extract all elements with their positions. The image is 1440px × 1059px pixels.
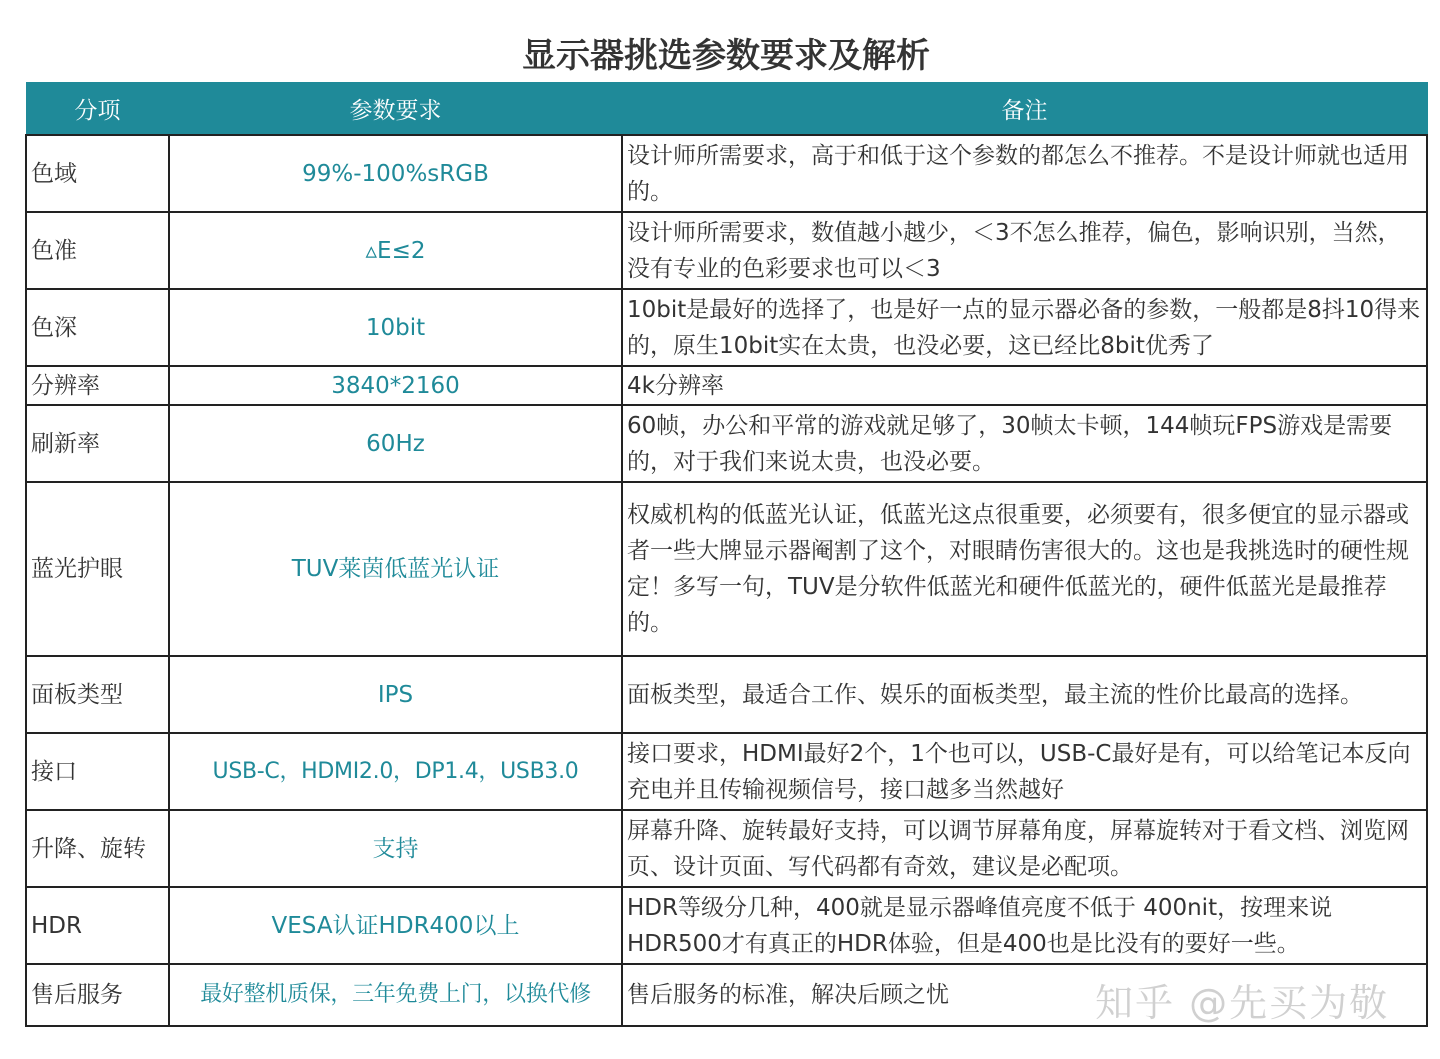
row-category: 蓝光护眼 [26,482,169,656]
row-category: 色深 [26,289,169,366]
header-category: 分项 [26,82,169,135]
row-note: HDR等级分几种，400就是显示器峰值亮度不低于 400nit，按理来说HDR500才有真正的HDR体验，但是400也是比没有的要好一些。 [622,887,1427,964]
row-category: 接口 [26,733,169,810]
table-row [26,135,1427,212]
row-note: 屏幕升降、旋转最好支持，可以调节屏幕角度，屏幕旋转对于看文档、浏览网页、设计页面、写代码都有奇效，建议是必配项。 [622,810,1427,887]
row-category: 色准 [26,212,169,289]
row-category: 刷新率 [26,405,169,482]
row-requirement: 10bit [169,289,622,366]
row-note: 60帧，办公和平常的游戏就足够了，30帧太卡顿，144帧玩FPS游戏是需要的，对于我们来说太贵，也没必要。 [622,405,1427,482]
table-row [26,212,1427,289]
row-requirement: ▵E≤2 [169,212,622,289]
row-note: 设计师所需要求，数值越小越少，＜3不怎么推荐，偏色，影响识别，当然，没有专业的色彩要求也可以＜3 [622,212,1427,289]
header-note: 备注 [622,82,1427,135]
table-row [26,366,1427,405]
header-requirement: 参数要求 [169,82,622,135]
table-row [26,810,1427,887]
row-category: HDR [26,887,169,964]
table-row [26,289,1427,366]
row-category: 升降、旋转 [26,810,169,887]
row-note: 售后服务的标准，解决后顾之忧 [622,964,1427,1026]
table-row [26,405,1427,482]
header-row [26,82,1427,135]
row-requirement: 最好整机质保，三年免费上门，以换代修 [169,964,622,1026]
row-note: 权威机构的低蓝光认证，低蓝光这点很重要，必须要有，很多便宜的显示器或者一些大牌显示器阉割了这个，对眼睛伤害很大的。这也是我挑选时的硬性规定！多写一句，TUV是分软件低蓝光和硬件低蓝光的，硬件低蓝光是最推荐的。 [622,482,1427,656]
row-requirement: TUV莱茵低蓝光认证 [169,482,622,656]
row-requirement: 99%-100%sRGB [169,135,622,212]
watermark: 知乎 @先买为敬 [1095,981,1390,1025]
row-note: 10bit是最好的选择了，也是好一点的显示器必备的参数，一般都是8抖10得来的，原生10bit实在太贵，也没必要，这已经比8bit优秀了 [622,289,1427,366]
page-title: 显示器挑选参数要求及解析 [522,36,930,76]
row-requirement: 60Hz [169,405,622,482]
row-note: 设计师所需要求，高于和低于这个参数的都怎么不推荐。不是设计师就也适用的。 [622,135,1427,212]
row-requirement: 3840*2160 [169,366,622,405]
spec-table [25,82,1428,1027]
row-requirement: IPS [169,656,622,733]
row-note: 面板类型，最适合工作、娱乐的面板类型，最主流的性价比最高的选择。 [622,656,1427,733]
row-category: 分辨率 [26,366,169,405]
table-row [26,482,1427,656]
row-category: 售后服务 [26,964,169,1026]
table-row [26,887,1427,964]
table-row [26,733,1427,810]
row-category: 色域 [26,135,169,212]
row-requirement: 支持 [169,810,622,887]
table-row [26,656,1427,733]
row-category: 面板类型 [26,656,169,733]
row-requirement: VESA认证HDR400以上 [169,887,622,964]
row-note: 接口要求，HDMI最好2个，1个也可以，USB-C最好是有，可以给笔记本反向充电并且传输视频信号，接口越多当然越好 [622,733,1427,810]
row-requirement: USB-C，HDMI2.0，DP1.4，USB3.0 [169,733,622,810]
row-note: 4k分辨率 [622,366,1427,405]
